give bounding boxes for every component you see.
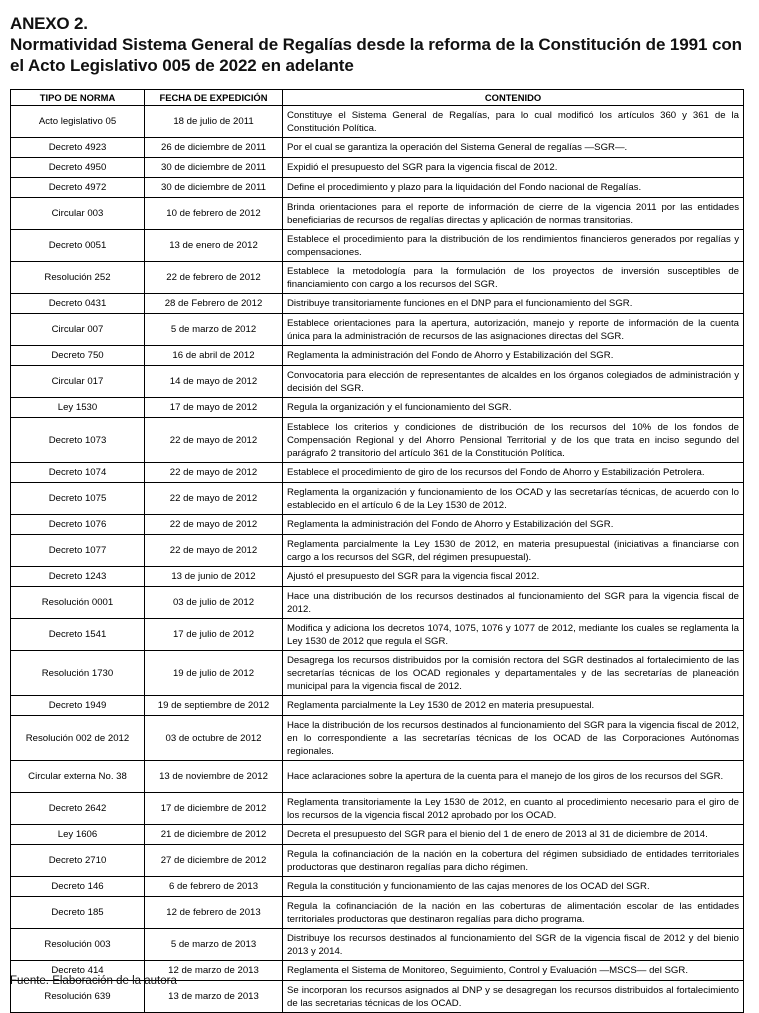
table-row (11, 761, 744, 793)
table-row (11, 587, 744, 619)
cell-contenido: Distribuye transitoriamente funciones en el DNP para el funcionamiento del SGR. (283, 294, 744, 314)
cell-tipo-norma: Resolución 002 de 2012 (11, 716, 145, 761)
cell-fecha-expedicion: 12 de marzo de 2013 (145, 961, 283, 981)
cell-fecha-expedicion: 16 de abril de 2012 (145, 346, 283, 366)
cell-tipo-norma: Decreto 750 (11, 346, 145, 366)
cell-contenido: Decreta el presupuesto del SGR para el bienio del 1 de enero de 2013 al 31 de diciembre de 2014. (283, 825, 744, 845)
cell-tipo-norma: Ley 1606 (11, 825, 145, 845)
table-row (11, 651, 744, 696)
cell-contenido: Ajustó el presupuesto del SGR para la vigencia fiscal 2012. (283, 567, 744, 587)
table-row (11, 346, 744, 366)
cell-contenido: Hace la distribución de los recursos destinados al funcionamiento del SGR para la vigencia fiscal de 2012, en lo correspondiente a las secretarías técnicas de los OCAD de las Corporaciones Autónomas regionales. (283, 716, 744, 761)
table-body (11, 106, 744, 1013)
cell-contenido: Por el cual se garantiza la operación del Sistema General de regalías —SGR—. (283, 138, 744, 158)
cell-tipo-norma: Decreto 0431 (11, 294, 145, 314)
cell-tipo-norma: Decreto 4950 (11, 158, 145, 178)
cell-fecha-expedicion: 10 de febrero de 2012 (145, 198, 283, 230)
cell-fecha-expedicion: 14 de mayo de 2012 (145, 366, 283, 398)
table-row (11, 178, 744, 198)
column-header-contenido: CONTENIDO (283, 90, 744, 106)
table-header-row (11, 90, 744, 106)
cell-tipo-norma: Circular externa No. 38 (11, 761, 145, 793)
cell-fecha-expedicion: 28 de Febrero de 2012 (145, 294, 283, 314)
cell-contenido: Reglamenta la organización y funcionamiento de los OCAD y las secretarías técnicas, de acuerdo con lo establecido en el artículo 6 de la Ley 1530 de 2012. (283, 483, 744, 515)
cell-contenido: Modifica y adiciona los decretos 1074, 1075, 1076 y 1077 de 2012, mediante los cuales se reglamenta la Ley 1530 de 2012 que regula el SGR. (283, 619, 744, 651)
cell-fecha-expedicion: 22 de mayo de 2012 (145, 463, 283, 483)
cell-tipo-norma: Decreto 1949 (11, 696, 145, 716)
cell-contenido: Establece el procedimiento de giro de los recursos del Fondo de Ahorro y Estabilización Petrolera. (283, 463, 744, 483)
cell-tipo-norma: Decreto 414 (11, 961, 145, 981)
source-note: Fuente. Elaboración de la autora (10, 975, 177, 987)
table-row (11, 418, 744, 463)
table-row (11, 294, 744, 314)
cell-fecha-expedicion: 12 de febrero de 2013 (145, 897, 283, 929)
cell-contenido: Reglamenta parcialmente la Ley 1530 de 2012, en materia presupuestal (iniciativas a financiarse con cargo a los recursos del SGR, del régimen presupuestal). (283, 535, 744, 567)
table-row (11, 198, 744, 230)
table-row (11, 897, 744, 929)
cell-tipo-norma: Decreto 0051 (11, 230, 145, 262)
table-row (11, 106, 744, 138)
table-row (11, 314, 744, 346)
cell-contenido: Brinda orientaciones para el reporte de información de cierre de la vigencia 2011 por las entidades beneficiarias de recursos de regalías directas y aplicación de normas transitorias. (283, 198, 744, 230)
cell-fecha-expedicion: 22 de mayo de 2012 (145, 483, 283, 515)
cell-fecha-expedicion: 17 de diciembre de 2012 (145, 793, 283, 825)
cell-tipo-norma: Decreto 4972 (11, 178, 145, 198)
cell-tipo-norma: Decreto 1243 (11, 567, 145, 587)
cell-contenido: Establece la metodología para la formulación de los proyectos de inversión susceptibles de financiamiento con cargo a los recursos del SGR. (283, 262, 744, 294)
cell-tipo-norma: Decreto 1073 (11, 418, 145, 463)
table-row (11, 366, 744, 398)
cell-tipo-norma: Decreto 4923 (11, 138, 145, 158)
cell-contenido: Establece orientaciones para la apertura, autorización, manejo y reporte de información de la cuenta única para la administración de recursos de las asignaciones directas del SGR. (283, 314, 744, 346)
annex-label: ANEXO 2. (10, 14, 88, 33)
cell-contenido: Se incorporan los recursos asignados al DNP y se desagregan los recursos distribuidos al fortalecimiento de las secretarias técnicas de los OCAD. (283, 981, 744, 1013)
cell-tipo-norma: Decreto 185 (11, 897, 145, 929)
column-header-fecha: FECHA DE EXPEDICIÓN (145, 90, 283, 106)
cell-tipo-norma: Decreto 1541 (11, 619, 145, 651)
cell-tipo-norma: Decreto 2642 (11, 793, 145, 825)
cell-fecha-expedicion: 13 de junio de 2012 (145, 567, 283, 587)
table-row (11, 696, 744, 716)
table-row (11, 825, 744, 845)
table-row (11, 619, 744, 651)
cell-contenido: Establece el procedimiento para la distribución de los rendimientos financieros generados por regalías y compensaciones. (283, 230, 744, 262)
cell-tipo-norma: Circular 017 (11, 366, 145, 398)
cell-tipo-norma: Decreto 1077 (11, 535, 145, 567)
cell-contenido: Desagrega los recursos distribuidos por la comisión rectora del SGR destinados al fortalecimiento de las secretarías técnicas de los OCAD regionales y departamentales y de las secretarías de planeación municipal para la vigencia fiscal de 2012. (283, 651, 744, 696)
cell-fecha-expedicion: 18 de julio de 2011 (145, 106, 283, 138)
cell-fecha-expedicion: 27 de diciembre de 2012 (145, 845, 283, 877)
cell-fecha-expedicion: 13 de marzo de 2013 (145, 981, 283, 1013)
cell-contenido: Distribuye los recursos destinados al funcionamiento del SGR de la vigencia fiscal de 2012 y del bienio 2013 y 2014. (283, 929, 744, 961)
cell-tipo-norma: Resolución 252 (11, 262, 145, 294)
cell-contenido: Reglamenta transitoriamente la Ley 1530 de 2012, en cuanto al procedimiento necesario para el giro de los recursos de la vigencia fiscal 2012 aprobado por los OCAD. (283, 793, 744, 825)
table-row (11, 463, 744, 483)
cell-contenido: Reglamenta la administración del Fondo de Ahorro y Estabilización del SGR. (283, 515, 744, 535)
cell-fecha-expedicion: 13 de noviembre de 2012 (145, 761, 283, 793)
cell-tipo-norma: Decreto 1075 (11, 483, 145, 515)
table-row (11, 158, 744, 178)
cell-tipo-norma: Acto legislativo 05 (11, 106, 145, 138)
cell-fecha-expedicion: 26 de diciembre de 2011 (145, 138, 283, 158)
cell-fecha-expedicion: 21 de diciembre de 2012 (145, 825, 283, 845)
annex-heading (10, 14, 750, 76)
table-row (11, 515, 744, 535)
cell-tipo-norma: Decreto 1074 (11, 463, 145, 483)
cell-tipo-norma: Resolución 1730 (11, 651, 145, 696)
cell-fecha-expedicion: 19 de septiembre de 2012 (145, 696, 283, 716)
cell-contenido: Reglamenta el Sistema de Monitoreo, Seguimiento, Control y Evaluación —MSCS— del SGR. (283, 961, 744, 981)
cell-tipo-norma: Resolución 639 (11, 981, 145, 1013)
table-row (11, 398, 744, 418)
cell-contenido: Regula la cofinanciación de la nación en la cobertura del régimen subsidiado de entidades territoriales productoras que destinaron regalías para dicho régimen. (283, 845, 744, 877)
table-row (11, 877, 744, 897)
cell-fecha-expedicion: 6 de febrero de 2013 (145, 877, 283, 897)
annex-title: Normatividad Sistema General de Regalías desde la reforma de la Constitución de 1991 con el Acto Legislativo 005 de 2022 en adelante (10, 35, 742, 75)
cell-tipo-norma: Resolución 0001 (11, 587, 145, 619)
cell-fecha-expedicion: 30 de diciembre de 2011 (145, 158, 283, 178)
cell-fecha-expedicion: 5 de marzo de 2013 (145, 929, 283, 961)
cell-contenido: Regula la organización y el funcionamiento del SGR. (283, 398, 744, 418)
table-row (11, 230, 744, 262)
cell-tipo-norma: Decreto 146 (11, 877, 145, 897)
cell-contenido: Hace una distribución de los recursos destinados al funcionamiento del SGR para la vigencia fiscal de 2012. (283, 587, 744, 619)
cell-fecha-expedicion: 30 de diciembre de 2011 (145, 178, 283, 198)
cell-tipo-norma: Decreto 2710 (11, 845, 145, 877)
table-row (11, 716, 744, 761)
cell-fecha-expedicion: 03 de julio de 2012 (145, 587, 283, 619)
cell-fecha-expedicion: 22 de febrero de 2012 (145, 262, 283, 294)
cell-fecha-expedicion: 17 de mayo de 2012 (145, 398, 283, 418)
cell-contenido: Define el procedimiento y plazo para la liquidación del Fondo nacional de Regalías. (283, 178, 744, 198)
cell-fecha-expedicion: 03 de octubre de 2012 (145, 716, 283, 761)
cell-tipo-norma: Ley 1530 (11, 398, 145, 418)
cell-contenido: Reglamenta parcialmente la Ley 1530 de 2012 en materia presupuestal. (283, 696, 744, 716)
cell-fecha-expedicion: 22 de mayo de 2012 (145, 535, 283, 567)
table-row (11, 262, 744, 294)
cell-fecha-expedicion: 17 de julio de 2012 (145, 619, 283, 651)
table-row (11, 138, 744, 158)
table-row (11, 535, 744, 567)
cell-fecha-expedicion: 5 de marzo de 2012 (145, 314, 283, 346)
table-row (11, 567, 744, 587)
cell-contenido: Establece los criterios y condiciones de distribución de los recursos del 10% de los fondos de Compensación Regional y del Ahorro Pensional Territorial y de los que trata en inciso segundo del parágrafo 2 transitorio del artículo 361 de la Constitución Política. (283, 418, 744, 463)
cell-fecha-expedicion: 22 de mayo de 2012 (145, 515, 283, 535)
cell-tipo-norma: Decreto 1076 (11, 515, 145, 535)
table-row (11, 793, 744, 825)
cell-fecha-expedicion: 13 de enero de 2012 (145, 230, 283, 262)
cell-contenido: Expidió el presupuesto del SGR para la vigencia fiscal de 2012. (283, 158, 744, 178)
cell-contenido: Reglamenta la administración del Fondo de Ahorro y Estabilización del SGR. (283, 346, 744, 366)
regulations-table (10, 89, 744, 1013)
table-row (11, 845, 744, 877)
column-header-tipo: TIPO DE NORMA (11, 90, 145, 106)
cell-contenido: Regula la cofinanciación de la nación en las coberturas de alimentación escolar de las entidades territoriales productoras que destinaron regalías para dicho programa. (283, 897, 744, 929)
table-row (11, 483, 744, 515)
cell-contenido: Hace aclaraciones sobre la apertura de la cuenta para el manejo de los giros de los recursos del SGR. (283, 761, 744, 793)
cell-tipo-norma: Circular 003 (11, 198, 145, 230)
table-row (11, 929, 744, 961)
cell-tipo-norma: Resolución 003 (11, 929, 145, 961)
cell-fecha-expedicion: 22 de mayo de 2012 (145, 418, 283, 463)
cell-contenido: Convocatoria para elección de representantes de alcaldes en los órganos colegiados de administración y decisión del SGR. (283, 366, 744, 398)
cell-contenido: Constituye el Sistema General de Regalías, para lo cual modificó los artículos 360 y 361 de la Constitución Política. (283, 106, 744, 138)
cell-fecha-expedicion: 19 de julio de 2012 (145, 651, 283, 696)
cell-tipo-norma: Circular 007 (11, 314, 145, 346)
cell-contenido: Regula la constitución y funcionamiento de las cajas menores de los OCAD del SGR. (283, 877, 744, 897)
